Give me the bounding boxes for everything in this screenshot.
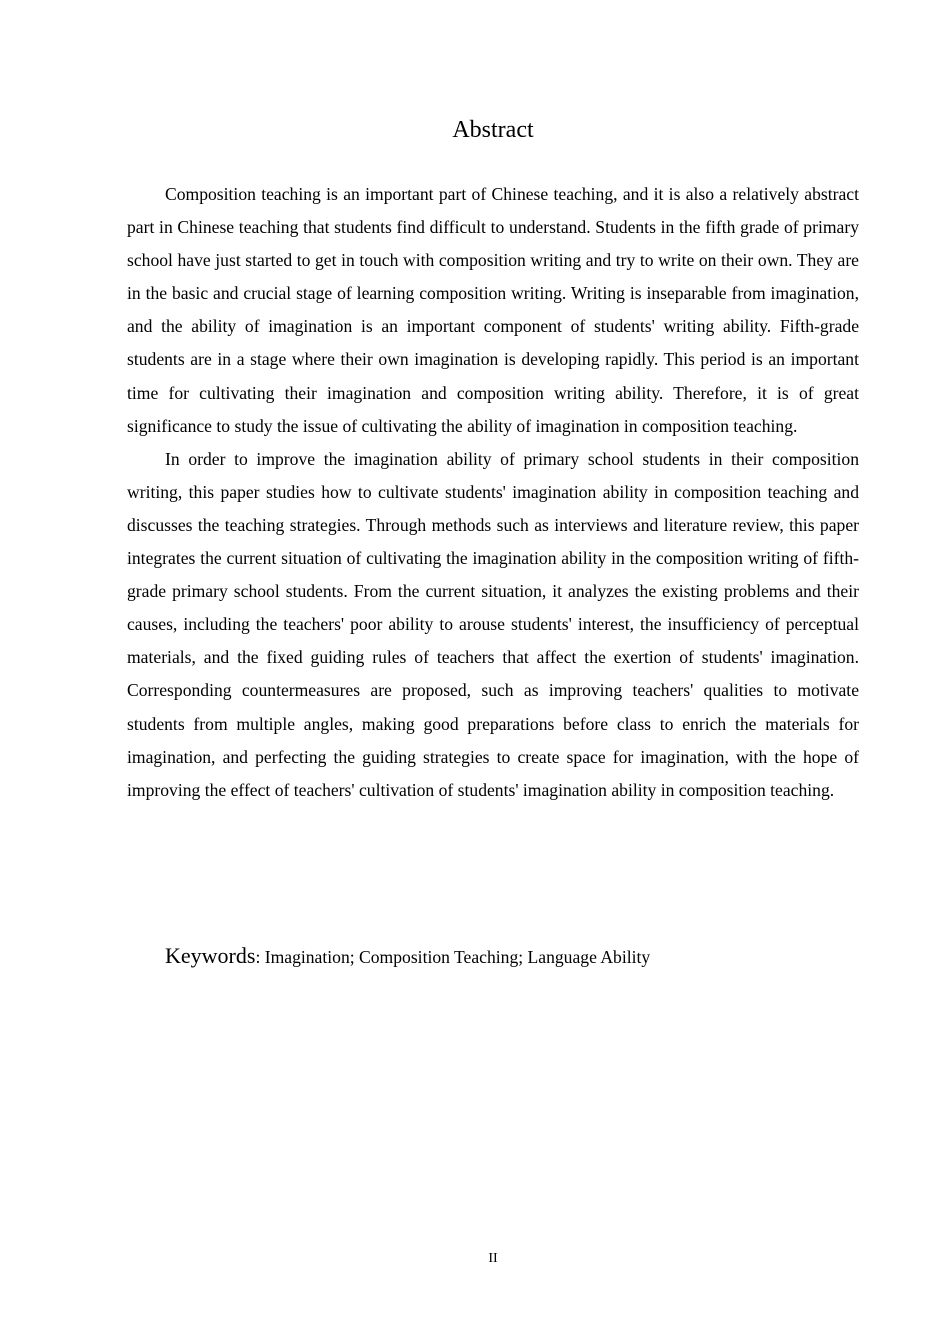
abstract-paragraph-1: Composition teaching is an important part of Chinese teaching, and it is also a relatively abstract part in Chinese teaching that students find difficult to understand. Students in the fifth grade of primary school have just started to get in touch with composition writing and try to write on their own. They are in the basic and crucial stage of learning composition writing. Writing is inseparable from imagination, and the ability of imagination is an important component of students' writing ability. Fifth-grade students are in a stage where their own imagination is developing rapidly. This period is an important time for cultivating their imagination and composition writing ability. Therefore, it is of great significance to study the issue of cultivating the ability of imagination in composition teaching. bbox=[127, 184, 859, 436]
page-number: II bbox=[488, 1251, 498, 1266]
abstract-title: Abstract bbox=[452, 117, 534, 143]
keywords-line bbox=[165, 940, 650, 973]
keywords-list: : Imagination; Composition Teaching; Language Ability bbox=[255, 947, 651, 967]
abstract-body bbox=[127, 178, 859, 807]
keywords-label: Keywords bbox=[165, 943, 256, 968]
abstract-paragraph-2: In order to improve the imagination ability of primary school students in their composition writing, this paper studies how to cultivate students' imagination ability in composition teaching and discusses the teaching strategies. Through methods such as interviews and literature review, this paper integrates the current situation of cultivating the imagination ability in the composition writing of fifth-grade primary school students. From the current situation, it analyzes the existing problems and their causes, including the teachers' poor ability to arouse students' interest, the insufficiency of perceptual materials, and the fixed guiding rules of teachers that affect the exertion of students' imagination. Corresponding countermeasures are proposed, such as improving teachers' qualities to motivate students from multiple angles, making good preparations before class to enrich the materials for imagination, and perfecting the guiding strategies to create space for imagination, with the hope of improving the effect of teachers' cultivation of students' imagination ability in composition teaching. bbox=[127, 448, 859, 800]
